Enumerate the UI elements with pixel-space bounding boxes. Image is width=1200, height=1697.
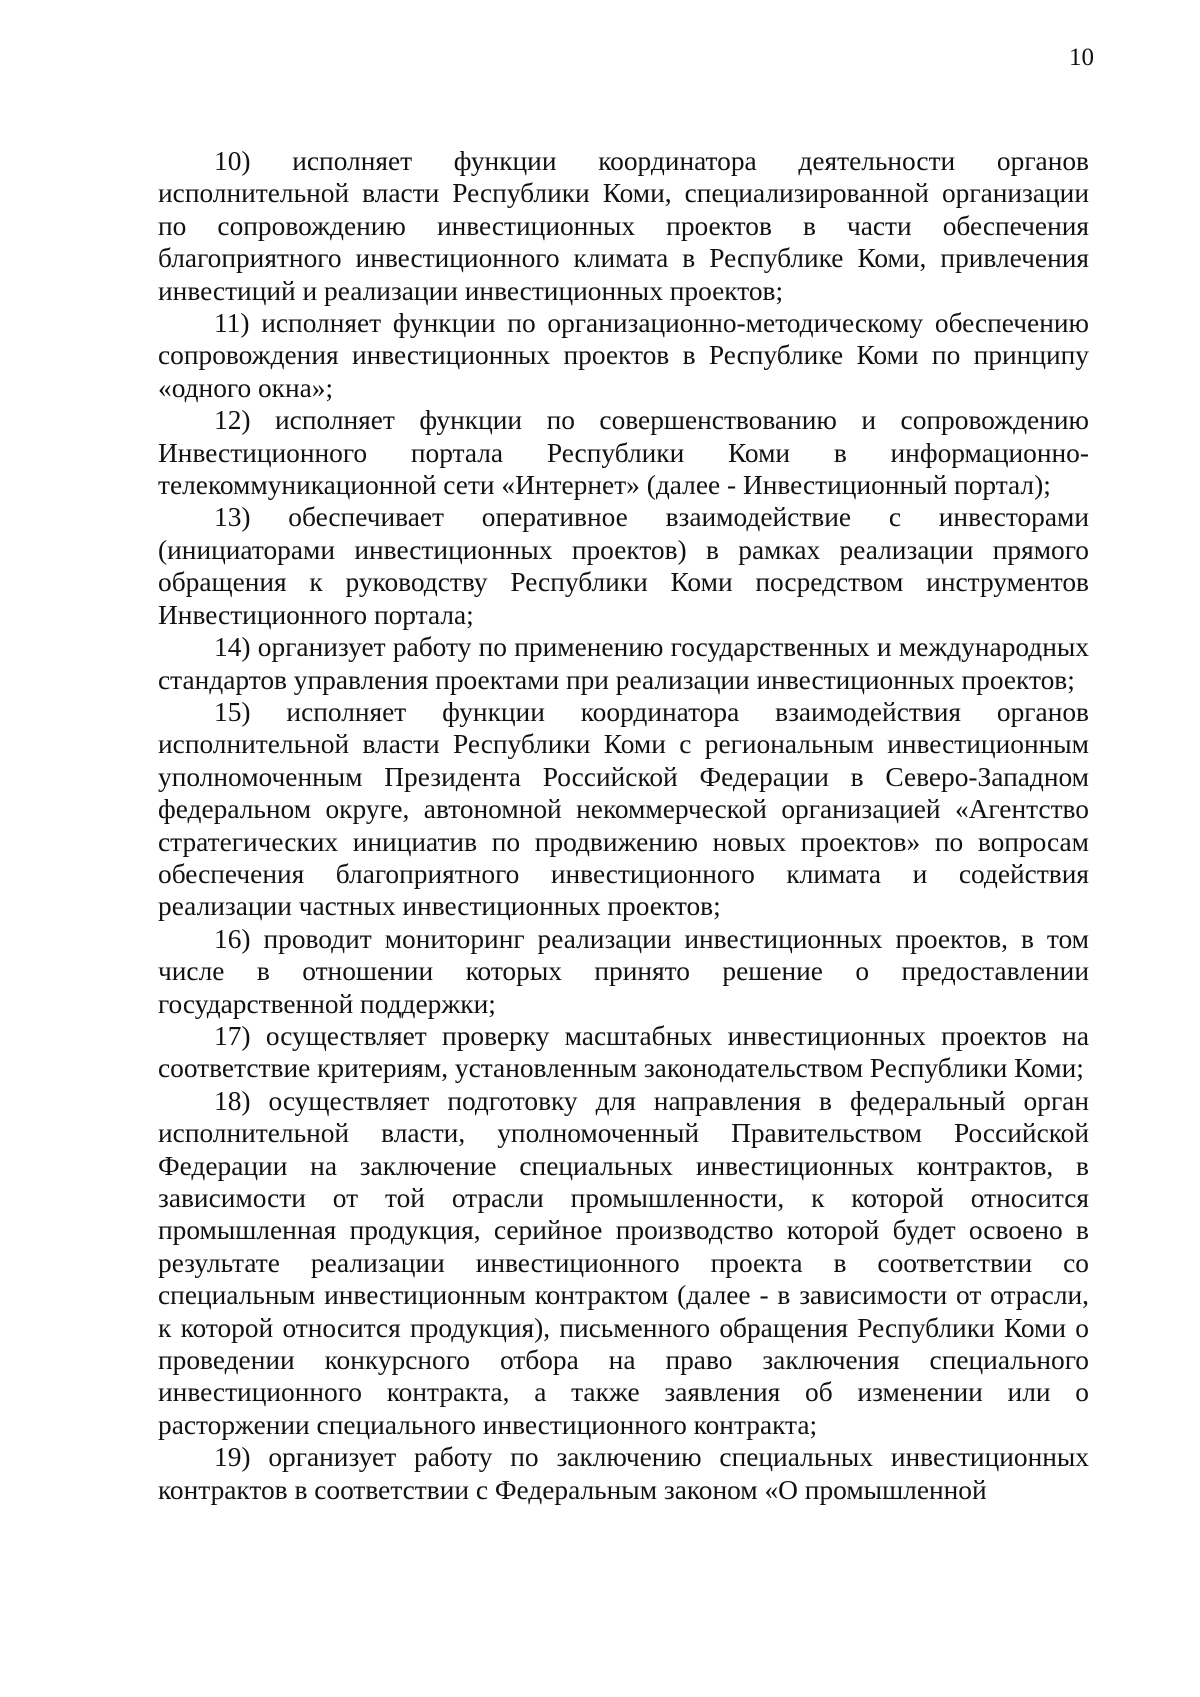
paragraph-item-17: 17) осуществляет проверку масштабных инвестиционных проектов на соответствие критериям, установленным законодательством Республики Коми;: [158, 1020, 1089, 1084]
paragraph-item-16: 16) проводит мониторинг реализации инвестиционных проектов, в том числе в отношении которых принято решение о предоставлении государственной поддержки;: [158, 923, 1089, 1019]
paragraph-item-19: 19) организует работу по заключению специальных инвестиционных контрактов в соответствии с Федеральным законом «О промышленной: [158, 1442, 1089, 1505]
paragraph-item-11: 11) исполняет функции по организационно-методическому обеспечению сопровождения инвестиционных проектов в Республике Коми по принципу «одного окна»;: [158, 308, 1089, 403]
paragraph-item-12: 12) исполняет функции по совершенствованию и сопровождению Инвестиционного портала Республики Коми в информационно-телекоммуникационной сети «Интернет» (далее - Инвестиционный портал);: [158, 405, 1089, 501]
paragraph-item-13: 13) обеспечивает оперативное взаимодействие с инвесторами (инициаторами инвестиционных проектов) в рамках реализации прямого обращения к руководству Республики Коми посредством инструментов Инвестиционного портала;: [158, 502, 1089, 630]
paragraph-item-18: 18) осуществляет подготовку для направления в федеральный орган исполнительной власти, уполномоченный Правительством Российской Федерации на заключение специальных инвестиционных контрактов, в зависимости от той отрасли промышленности, к которой относится промышленная продукция, серийное производство которой будет освоено в результате реализации инвестиционного проекта в соответствии со специальным инвестиционным контрактом (далее - в зависимости от отрасли, к которой относится продукция), письменного обращения Республики Коми о проведении конкурсного отбора на право заключения специального инвестиционного контракта, а также заявления об изменении или о расторжении специального инвестиционного контракта;: [158, 1085, 1089, 1440]
page-number: 10: [1069, 44, 1094, 71]
paragraph-item-15: 15) исполняет функции координатора взаимодействия органов исполнительной власти Республики Коми с региональным инвестиционным уполномоченным Президента Российской Федерации в Северо-Западном федеральном округе, автономной некоммерческой организацией «Агентство стратегических инициатив по продвижению новых проектов» по вопросам обеспечения благоприятного инвестиционного климата и содействия реализации частных инвестиционных проектов;: [158, 696, 1089, 922]
paragraph-item-10: 10) исполняет функции координатора деятельности органов исполнительной власти Республики Коми, специализированной организации по сопровождению инвестиционных проектов в части обеспечения благоприятного инвестиционного климата в Республике Коми, привлечения инвестиций и реализации инвестиционных проектов;: [158, 146, 1089, 306]
document-body: [158, 145, 1089, 1506]
paragraph-item-14: 14) организует работу по применению государственных и международных стандартов управления проектами при реализации инвестиционных проектов;: [158, 632, 1089, 695]
